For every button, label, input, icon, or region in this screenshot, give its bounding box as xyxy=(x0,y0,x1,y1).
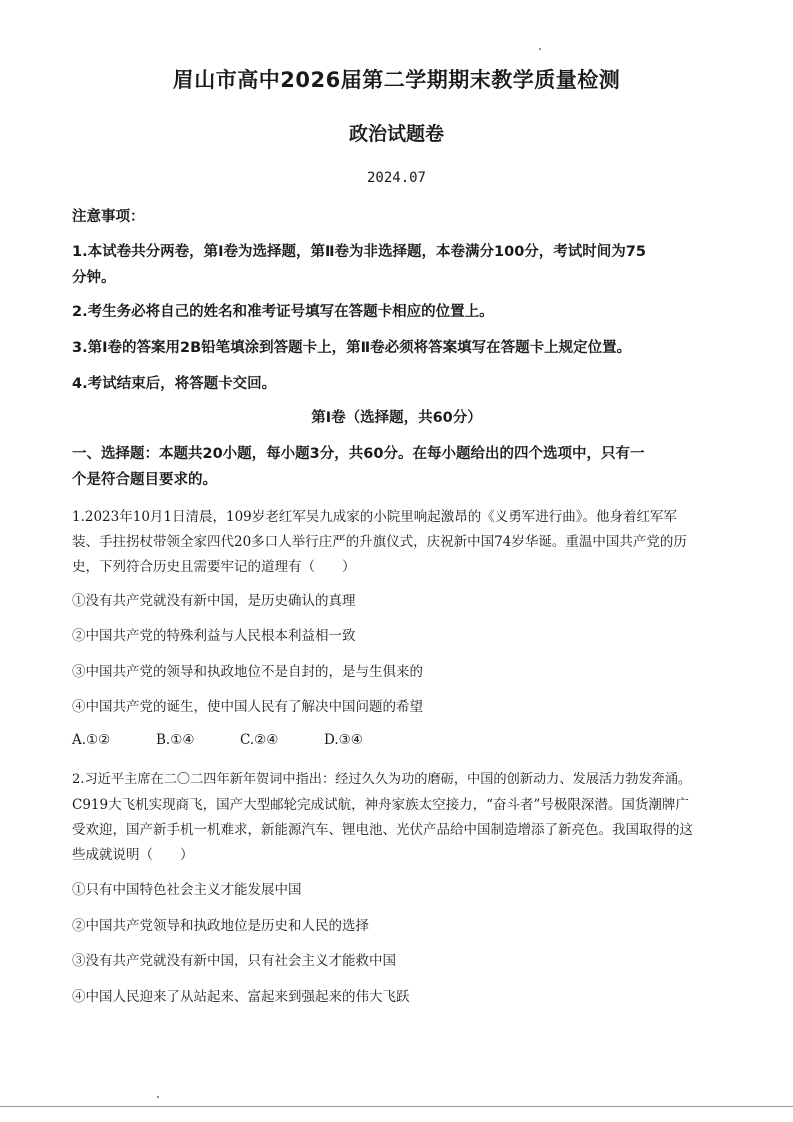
option-a: A.①② xyxy=(72,732,111,748)
question-2-statement: ④中国人民迎来了从站起来、富起来到强起来的伟大飞跃 xyxy=(72,989,410,1005)
question-2-statement: ①只有中国特色社会主义才能发展中国 xyxy=(72,882,302,898)
notice-item-1-line-2: 分钟。 xyxy=(72,270,116,286)
question-1-options xyxy=(72,732,408,748)
section-instructions-line-1: 一、选择题：本题共20小题，每小题3分，共60分。在每小题给出的四个选项中，只有一 xyxy=(72,446,645,462)
exam-title: 眉山市高中2026届第二学期期末教学质量检测 xyxy=(172,68,621,92)
exam-subtitle: 政治试题卷 xyxy=(348,123,444,145)
question-1-stem-line: 1.2023年10月1日清晨，109岁老红军吴九成家的小院里响起激昂的《义勇军进行曲》。他身着红军军 xyxy=(72,509,678,525)
question-1-statement: ②中国共产党的特殊利益与人民根本利益相一致 xyxy=(72,628,356,644)
option-c: C.②④ xyxy=(240,732,279,748)
question-2-statement: ②中国共产党领导和执政地位是历史和人民的选择 xyxy=(72,918,369,934)
question-2-statement: ③没有共产党就没有新中国，只有社会主义才能救中国 xyxy=(72,953,396,969)
question-1-statement: ④中国共产党的诞生，使中国人民有了解决中国问题的希望 xyxy=(72,699,423,715)
question-2-stem-line: 受欢迎，国产新手机一机难求，新能源汽车、锂电池、光伏产品给中国制造增添了新亮色。我国取得的这 xyxy=(72,822,693,838)
decorative-dot xyxy=(539,48,541,50)
notice-item-2: 2.考生务必将自己的姓名和准考证号填写在答题卡相应的位置上。 xyxy=(72,304,494,320)
notice-item-4: 4.考试结束后，将答题卡交回。 xyxy=(72,376,277,392)
notice-item-1-line-1: 1.本试卷共分两卷，第Ⅰ卷为选择题，第Ⅱ卷为非选择题，本卷满分100分，考试时间为75 xyxy=(72,244,646,260)
question-1-stem-line: 史，下列符合历史且需要牢记的道理有（ ） xyxy=(72,559,356,575)
question-1-statement: ①没有共产党就没有新中国，是历史确认的真理 xyxy=(72,593,356,609)
page-bottom-rule xyxy=(0,1106,793,1107)
section-instructions-line-2: 个是符合题目要求的。 xyxy=(72,472,217,488)
option-b: B.①④ xyxy=(156,732,195,748)
question-2-stem-line: 些成就说明（ ） xyxy=(72,847,194,863)
question-2-stem-line: 2.习近平主席在二〇二四年新年贺词中指出：经过久久为功的磨砺，中国的创新动力、发展活力勃发奔涌。 xyxy=(72,772,692,787)
notice-heading: 注意事项： xyxy=(72,209,145,225)
decorative-dot xyxy=(157,1096,159,1098)
question-2-stem-line: C919大飞机实现商飞，国产大型邮轮完成试航，神舟家族太空接力，“奋斗者”号极限深潜。国货潮牌广 xyxy=(72,797,689,813)
option-d: D.③④ xyxy=(324,732,363,748)
notice-item-3: 3.第Ⅰ卷的答案用2B铅笔填涂到答题卡上，第Ⅱ卷必须将答案填写在答题卡上规定位置。 xyxy=(72,340,632,356)
section-title: 第Ⅰ卷（选择题，共60分） xyxy=(311,410,482,426)
exam-date: 2024.07 xyxy=(366,170,426,186)
question-1-stem-line: 装、手拄拐杖带领全家四代20多口人举行庄严的升旗仪式，庆祝新中国74岁华诞。重温中国共产党的历 xyxy=(72,534,687,550)
question-1-statement: ③中国共产党的领导和执政地位不是自封的，是与生俱来的 xyxy=(72,664,423,680)
